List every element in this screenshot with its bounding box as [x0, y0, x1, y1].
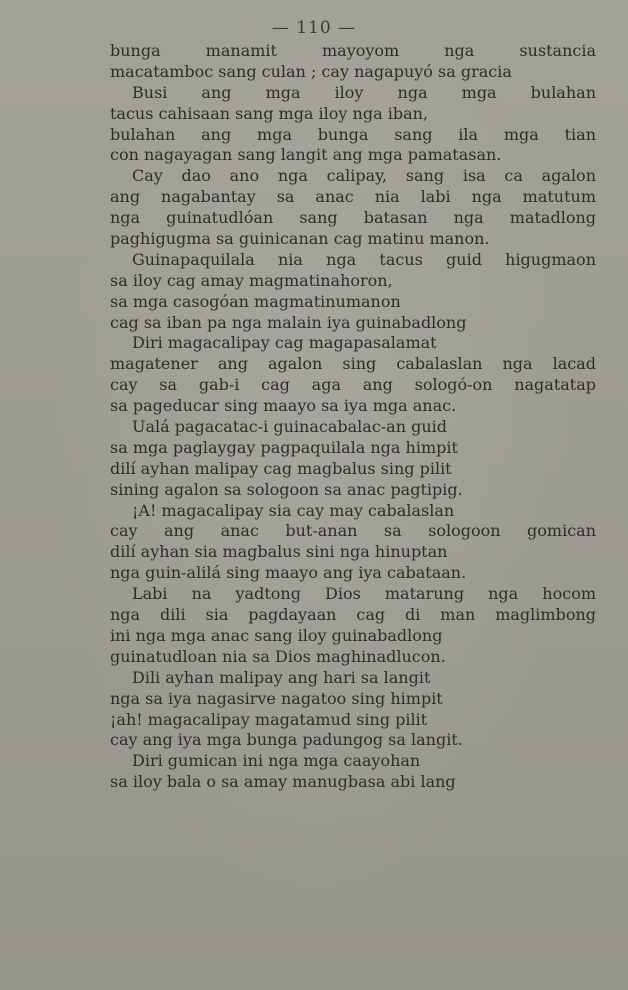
text-line: macatamboc sang culan ; cay nagapuyó sa gracia — [110, 61, 512, 81]
text-line: sa mga paglaygay pagpaquilala nga himpit — [110, 437, 458, 457]
text-line: Diri gumican ini nga mga caayohan — [132, 751, 421, 771]
text-line: cay sa gab-i cag aga ang sologó-on nagatatap — [110, 375, 596, 395]
text-line: paghigugma sa guinicanan cag matinu manon. — [110, 229, 490, 249]
text-line: tacus cahisaan sang mga iloy nga iban, — [110, 103, 429, 123]
text-line: sining agalon sa sologoon sa anac pagtipig. — [110, 479, 463, 499]
text-line: Guinapaquilala nia nga tacus guid higugmaon — [132, 249, 596, 269]
text-line: guinatudloan nia sa Dios maghinadlucon. — [110, 646, 446, 666]
text-line: con nagayagan sang langit ang mga pamatasan. — [110, 145, 502, 165]
text-line: bunga manamit mayoyom nga sustancia — [110, 41, 596, 60]
text-line: nga sa iya nagasirve nagatoo sing himpit — [110, 688, 443, 708]
text-line: cag sa iban pa nga malain iya guinabadlong — [110, 312, 467, 332]
text-line: magatener ang agalon sing cabalaslan nga lacad — [110, 354, 596, 374]
text-line: nga guin-alilá sing maayo ang iya cabataan. — [110, 563, 467, 583]
text-line: cay ang iya mga bunga padungog sa langit. — [110, 730, 463, 750]
text-line: Cay dao ano nga calipay, sang isa ca agalon — [132, 166, 596, 186]
text-line: ¡A! magacalipay sia cay may cabalaslan — [132, 500, 455, 520]
text-line: sa pageducar sing maayo sa iya mga anac. — [110, 396, 457, 416]
text-line: dilí ayhan sia magbalus sini nga hinuptan — [110, 542, 448, 562]
page-number: — 110 — — [271, 18, 357, 38]
text-line: ini nga mga anac sang iloy guinabadlong — [110, 625, 443, 645]
text-line: Busi ang mga iloy nga mga bulahan — [132, 82, 596, 102]
text-line: nga dili sia pagdayaan cag di man maglimbong — [110, 605, 596, 625]
text-line: sa iloy bala o sa amay manugbasa abi lang — [110, 772, 456, 792]
text-line: ¡ah! magacalipay magatamud sing pilit — [110, 709, 428, 729]
text-line: cay ang anac but-anan sa sologoon gomican — [110, 521, 596, 541]
poem-text-block — [110, 41, 596, 793]
text-line: sa mga casogóan magmatinumanon — [110, 291, 401, 311]
text-line: bulahan ang mga bunga sang ila mga tian — [110, 124, 596, 144]
text-line: nga guinatudlóan sang batasan nga matadlong — [110, 208, 596, 228]
text-line: Diri magacalipay cag magapasalamat — [132, 333, 437, 353]
text-line: Ualá pagacatac-i guinacabalac-an guid — [132, 417, 448, 437]
text-line: Dili ayhan malipay ang hari sa langit — [132, 667, 431, 687]
text-line: ang nagabantay sa anac nia labi nga matutum — [110, 187, 596, 207]
text-line: Labi na yadtong Dios matarung nga hocom — [132, 584, 596, 604]
text-line: sa iloy cag amay magmatinahoron, — [110, 270, 393, 290]
text-line: dilí ayhan malipay cag magbalus sing pilit — [110, 458, 452, 478]
